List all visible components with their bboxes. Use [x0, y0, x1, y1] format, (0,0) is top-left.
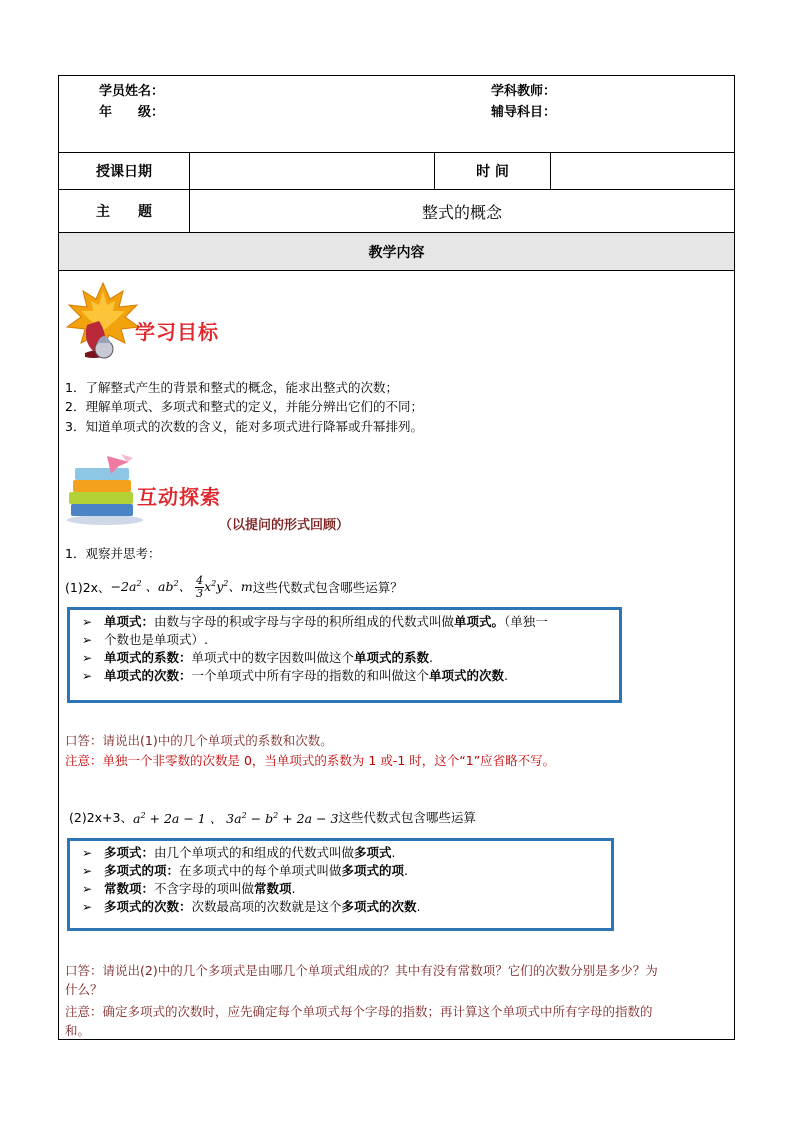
theme-row [59, 190, 734, 233]
definition-constant-term: ➢ 常数项：不含字母的项叫做常数项. [78, 880, 603, 898]
definition-monomial-cont: ➢ 个数也是单项式）. [78, 631, 611, 649]
monomial-list: $-2a^2$ 、$ab^2$、 $\frac{4}{3}$ $x^2y^2$、m [110, 574, 253, 601]
book-stack-icon [63, 454, 147, 526]
date-row [59, 153, 734, 190]
expression-1 [65, 574, 403, 600]
grade-label: 年 级： [99, 105, 165, 120]
student-name-label: 学员姓名： [99, 84, 165, 99]
expression-1-prefix: (1)2x、 [65, 579, 111, 595]
polynomial-list: $a^2 + 2a - 1$ 、 $3a^2 - b^2 + 2a - 3$ [132, 811, 339, 827]
oral-answer-1: 口答：请说出(1)中的几个单项式的系数和次数。 [65, 733, 333, 748]
date-value [190, 153, 435, 189]
expression-2-suffix: 这些代数式包含哪些运算 [338, 809, 476, 825]
expression-2-prefix: (2)2x+3、 [69, 809, 133, 825]
note-2-line1: 注意：确定多项式的次数时，应先确定每个单项式每个字母的指数；再计算这个单项式中所有字母的指数的 [65, 1004, 653, 1019]
polynomial-definition-box [67, 838, 614, 931]
theme-label: 主 题 [59, 190, 190, 232]
subject-label: 辅导科目： [491, 105, 557, 120]
definition-polynomial: ➢ 多项式：由几个单项式的和组成的代数式叫做多项式. [78, 844, 603, 862]
theme-value: 整式的概念 [421, 202, 502, 222]
section-title-explore: 互动探索 [137, 485, 221, 509]
teacher-label: 学科教师： [491, 84, 557, 99]
definition-polynomial-degree: ➢ 多项式的次数：次数最高项的次数就是这个多项式的次数. [78, 898, 603, 916]
maple-bell-icon [63, 281, 143, 363]
header-row [59, 76, 734, 153]
definition-monomial: ➢ 单项式：由数与字母的积或字母与字母的积所组成的代数式叫做单项式。（单独一 [78, 613, 611, 631]
goal-item-1: 1．了解整式产生的背景和整式的概念，能求出整式的次数； [65, 380, 398, 395]
goal-item-2: 2．理解单项式、多项式和整式的定义，并能分辨出它们的不同； [65, 399, 423, 414]
time-label: 时 间 [435, 153, 551, 189]
content-header-row [59, 233, 734, 271]
note-1: 注意：单独一个非零数的次数是 0，当单项式的系数为 1 或-1 时，这个“1”应省略不写。 [65, 753, 556, 768]
oral-answer-2-line1: 口答：请说出(2)中的几个多项式是由哪几个单项式组成的？其中有没有常数项？它们的次数分别是多少？为 [65, 963, 658, 978]
question-1: 1．观察并思考： [65, 546, 161, 561]
note-2-line2: 和。 [65, 1023, 91, 1038]
definition-polynomial-term: ➢ 多项式的项：在多项式中的每个单项式叫做多项式的项. [78, 862, 603, 880]
section-title-goals: 学习目标 [135, 320, 219, 344]
monomial-definition-box [67, 607, 622, 703]
expression-1-suffix: 这些代数式包含哪些运算？ [252, 579, 403, 595]
explore-subtitle: （以提问的形式回顾） [219, 518, 350, 533]
date-label: 授课日期 [59, 153, 190, 189]
content-label: 教学内容 [368, 244, 425, 261]
definition-monomial-coefficient: ➢ 单项式的系数：单项式中的数字因数叫做这个单项式的系数. [78, 649, 611, 667]
definition-monomial-degree: ➢ 单项式的次数：一个单项式中所有字母的指数的和叫做这个单项式的次数. [78, 667, 611, 685]
oral-answer-2-line2: 什么？ [65, 982, 103, 997]
lesson-sheet [58, 75, 735, 1040]
expression-2 [69, 806, 476, 828]
goal-item-3: 3．知道单项式的次数的含义，能对多项式进行降幂或升幂排列。 [65, 419, 423, 434]
